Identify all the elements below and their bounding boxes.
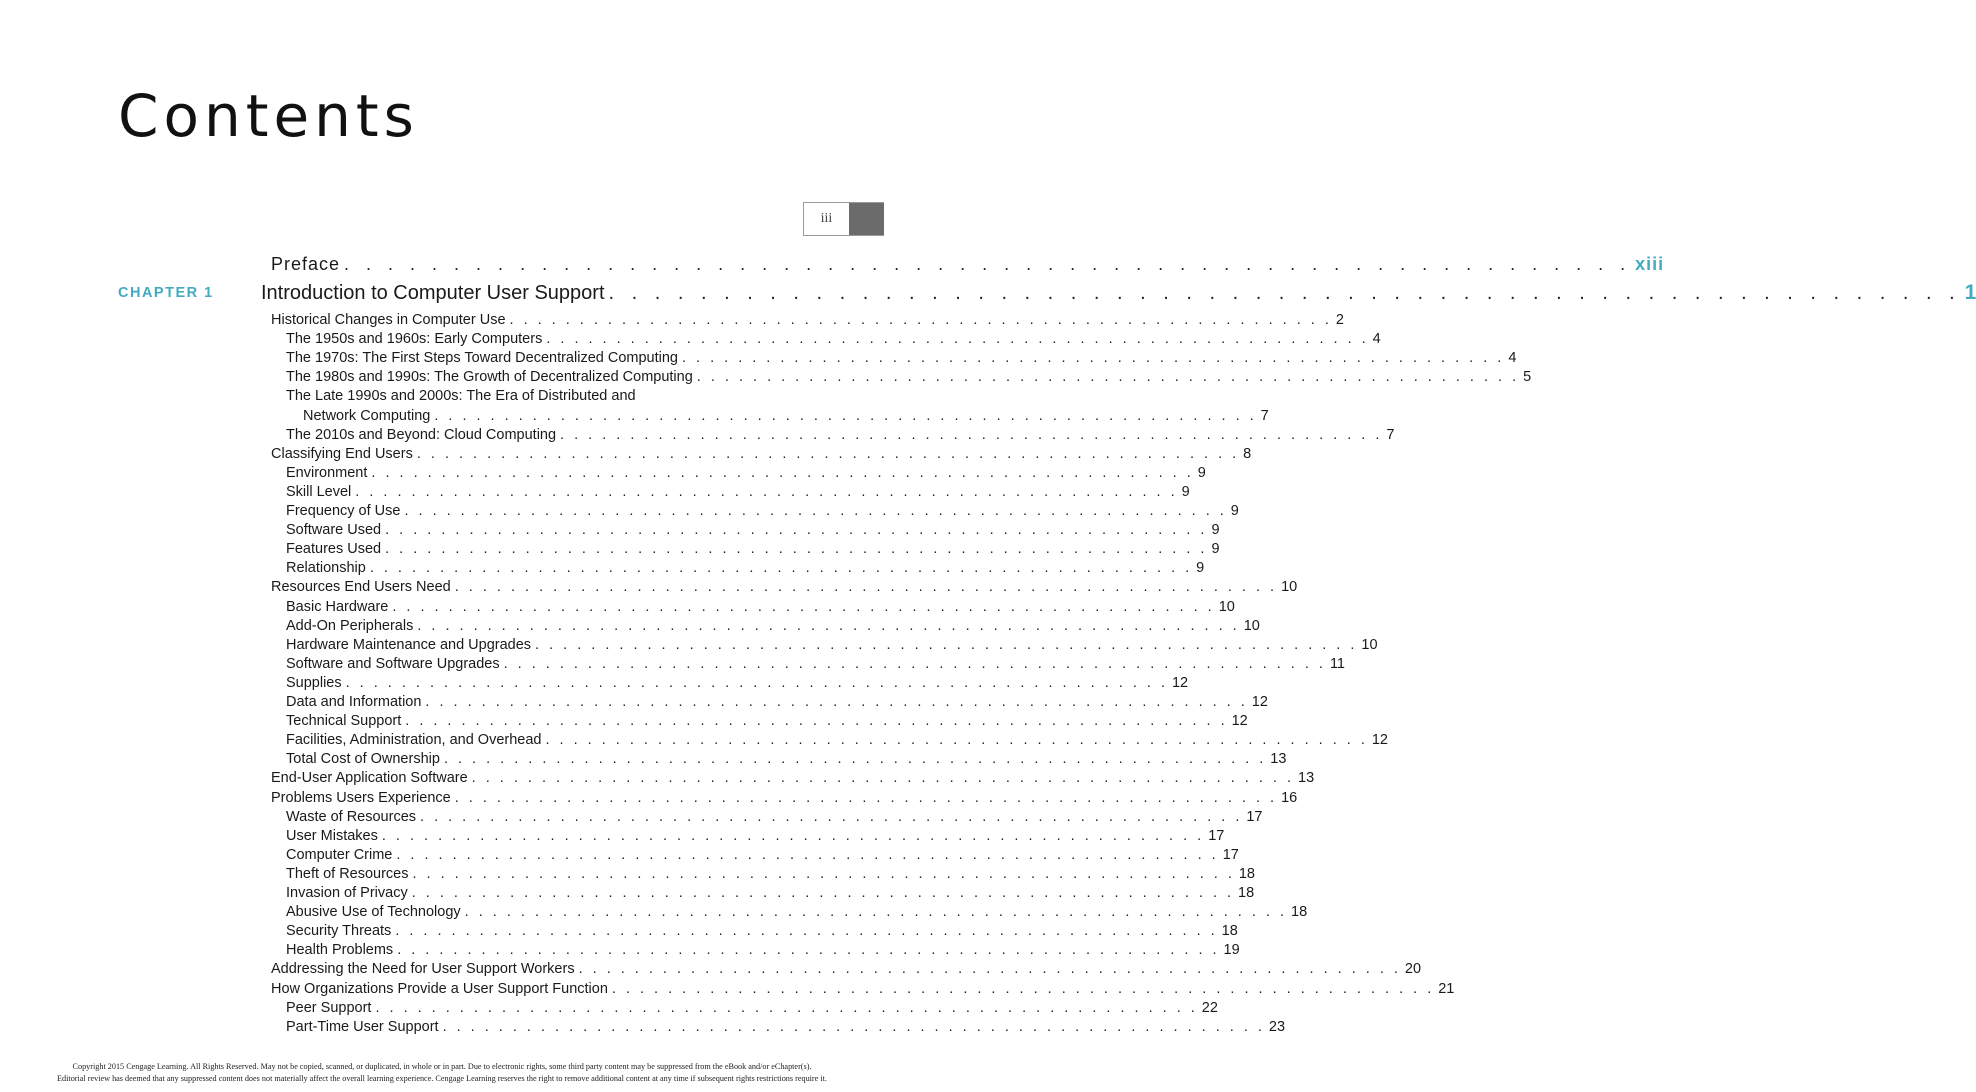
toc-entry[interactable] (0, 484, 1190, 503)
leader-dots: . . . . . . . . . . . . . . . . . . . . . . . . . . . . . . . . . . . . . . . . . . . . . . . . . . . . . . . . . . . (471, 770, 1294, 786)
preface-page: xiii (1635, 254, 1665, 274)
entry-page: 23 (1268, 1019, 1286, 1035)
entry-page: 9 (1197, 465, 1206, 481)
entry-title: Addressing the Need for User Support Workers (271, 961, 575, 977)
entry-title: Relationship (286, 560, 366, 576)
entry-title: The 2010s and Beyond: Cloud Computing (286, 427, 557, 443)
entry-title: How Organizations Provide a User Support Function (271, 981, 608, 997)
entry-page: 19 (1223, 942, 1240, 958)
entry-title: The 1980s and 1990s: The Growth of Decentralized Computing (286, 369, 693, 385)
entry-title: Computer Crime (286, 847, 393, 863)
leader-dots: . . . . . . . . . . . . . . . . . . . . . . . . . . . . . . . . . . . . . . . . . . . . . . . . . . . . . . . . . . . (546, 331, 1369, 347)
entry-page: 10 (1243, 618, 1260, 634)
entry-title: Facilities, Administration, and Overhead (286, 732, 542, 748)
toc-entry[interactable] (0, 713, 1248, 732)
entry-page: 18 (1221, 923, 1238, 939)
entry-page: 12 (1171, 675, 1189, 691)
entry-title: The Late 1990s and 2000s: The Era of Distributed and (286, 388, 636, 404)
toc-entry[interactable] (0, 331, 1381, 350)
leader-dots: . . . . . . . . . . . . . . . . . . . . . . . . . . . . . . . . . . . . . . . . . . . . . . . . . . . . . . . . . . . (464, 904, 1287, 920)
toc-entry[interactable] (0, 465, 1206, 484)
entry-title: Resources End Users Need (271, 579, 451, 595)
toc-entry[interactable] (0, 408, 1269, 427)
entry-page: 9 (1181, 484, 1190, 500)
leader-dots: . . . . . . . . . . . . . . . . . . . . . . . . . . . . . . . . . . . . . . . . . . . . . . . . . . . . . . . . . . . (344, 254, 1632, 274)
copyright-line-1: Copyright 2015 Cengage Learning. All Rights Reserved. May not be copied, scanned, or duplicated, in whole or in part. Due to electronic rights, some third party content may be suppressed from the eBook and/or eChapter(s). (72, 1062, 812, 1071)
leader-dots: . . . . . . . . . . . . . . . . . . . . . . . . . . . . . . . . . . . . . . . . . . . . . . . . . . . . . . . . . . . (509, 312, 1332, 328)
toc-entry[interactable] (0, 904, 1308, 923)
entry-title: Network Computing (303, 408, 431, 424)
leader-dots: . . . . . . . . . . . . . . . . . . . . . . . . . . . . . . . . . . . . . . . . . . . . . . . . . . . . . . . . . . . (371, 465, 1194, 481)
toc-entry[interactable] (0, 694, 1268, 713)
leader-dots: . . . . . . . . . . . . . . . . . . . . . . . . . . . . . . . . . . . . . . . . . . . . . . . . . . . . . . . . . . . (385, 541, 1208, 557)
toc-entry[interactable] (0, 637, 1378, 656)
entry-page: 22 (1201, 1000, 1218, 1016)
chapter-label: CHAPTER 1 (118, 285, 214, 301)
entry-title: User Mistakes (286, 828, 378, 844)
entry-page: 13 (1270, 751, 1287, 767)
entry-title: Basic Hardware (286, 599, 389, 615)
entry-page: 7 (1386, 427, 1395, 443)
entry-title: Peer Support (286, 1000, 372, 1016)
entry-page: 17 (1208, 828, 1225, 844)
leader-dots: . . . . . . . . . . . . . . . . . . . . . . . . . . . . . . . . . . . . . . . . . . . . . . . . . . . . . . . . . . . (345, 675, 1168, 691)
toc-entry[interactable] (0, 560, 1205, 579)
leader-dots: . . . . . . . . . . . . . . . . . . . . . . . . . . . . . . . . . . . . . . . . . . . . . . . . . . . . . . . . . . . (611, 981, 1435, 997)
entry-title: Skill Level (286, 484, 352, 500)
entry-title: Supplies (286, 675, 342, 691)
entry-page: 18 (1291, 904, 1308, 920)
leader-dots: . . . . . . . . . . . . . . . . . . . . . . . . . . . . . . . . . . . . . . . . . . . . . . . . . . . . . . . . . . . (681, 350, 1505, 366)
entry-title: The 1970s: The First Steps Toward Decentralized Computing (286, 350, 678, 366)
entry-title: Classifying End Users (271, 446, 413, 462)
toc-entry[interactable] (0, 522, 1220, 541)
entry-title: Software Used (286, 522, 382, 538)
tab-marker (849, 203, 884, 235)
entry-title: Hardware Maintenance and Upgrades (286, 637, 532, 653)
entry-page: 10 (1218, 599, 1235, 615)
leader-dots: . . . . . . . . . . . . . . . . . . . . . . . . . . . . . . . . . . . . . . . . . . . . . . . . . . . . . . . . . . . (545, 732, 1368, 748)
entry-page: 17 (1246, 809, 1263, 825)
entry-page: 9 (1230, 503, 1239, 519)
toc-entry[interactable] (0, 790, 1298, 809)
toc-entry[interactable] (0, 847, 1239, 866)
entry-title: Theft of Resources (286, 866, 409, 882)
toc-entry[interactable] (0, 732, 1388, 751)
entry-page: 10 (1281, 579, 1298, 595)
toc-chapter[interactable] (261, 281, 1976, 305)
entry-title: Health Problems (286, 942, 394, 958)
leader-dots: . . . . . . . . . . . . . . . . . . . . . . . . . . . . . . . . . . . . . . . . . . . . . . . . . . . . . . . . . . . (404, 503, 1227, 519)
toc-entry[interactable] (0, 446, 1252, 465)
leader-dots: . . . . . . . . . . . . . . . . . . . . . . . . . . . . . . . . . . . . . . . . . . . . . . . . . . . . . . . . . . . (385, 522, 1208, 538)
leader-dots: . . . . . . . . . . . . . . . . . . . . . . . . . . . . . . . . . . . . . . . . . . . . . . . . . . . . . . . . . . . (503, 656, 1326, 672)
toc-entry[interactable] (0, 350, 1517, 369)
leader-dots: . . . . . . . . . . . . . . . . . . . . . . . . . . . . . . . . . . . . . . . . . . . . . . . . . . . . . . . . . . . (397, 942, 1220, 958)
entry-page: 13 (1298, 770, 1315, 786)
page-number-tab (803, 202, 884, 236)
toc-entry[interactable] (0, 675, 1189, 694)
toc-entry-continued[interactable] (286, 388, 778, 407)
toc-entry[interactable] (0, 961, 1422, 980)
toc-entry[interactable] (0, 828, 1225, 847)
entry-title: Total Cost of Ownership (286, 751, 440, 767)
entry-page: 9 (1211, 522, 1220, 538)
toc-entry[interactable] (0, 1000, 1218, 1019)
entry-page: 11 (1329, 656, 1345, 672)
entry-title: Waste of Resources (286, 809, 417, 825)
leader-dots: . . . . . . . . . . . . . . . . . . . . . . . . . . . . . . . . . . . . . . . . . . . . . . . . . . . . . . . . . . . (381, 828, 1205, 844)
leader-dots: . . . . . . . . . . . . . . . . . . . . . . . . . . . . . . . . . . . . . . . . . . . . . . . . . . . . . . . . . . . (434, 408, 1257, 424)
entry-title: Abusive Use of Technology (286, 904, 461, 920)
leader-dots: . . . . . . . . . . . . . . . . . . . . . . . . . . . . . . . . . . . . . . . . . . . . . . . . . . . . . . . . . . . (375, 1000, 1198, 1016)
toc-entry[interactable] (0, 618, 1260, 637)
toc-preface[interactable] (271, 254, 1665, 275)
leader-dots: . . . . . . . . . . . . . . . . . . . . . . . . . . . . . . . . . . . . . . . . . . . . . . . . . . . . . . . . . . . (412, 866, 1235, 882)
page-number: iii (804, 203, 849, 235)
toc-entry[interactable] (0, 503, 1239, 522)
leader-dots: . . . . . . . . . . . . . . . . . . . . . . . . . . . . . . . . . . . . . . . . . . . . . . . . . . . . . . . . . . . (425, 694, 1248, 710)
entry-page: 12 (1251, 694, 1268, 710)
entry-title: Historical Changes in Computer Use (271, 312, 506, 328)
entry-page: 8 (1243, 446, 1252, 462)
leader-dots: . . . . . . . . . . . . . . . . . . . . . . . . . . . . . . . . . . . . . . . . . . . . . . . . . . . . . . . . . . . (454, 579, 1278, 595)
entry-page: 7 (1260, 408, 1269, 424)
toc-entry[interactable] (0, 942, 1240, 961)
leader-dots: . . . . . . . . . . . . . . . . . . . . . . . . . . . . . . . . . . . . . . . . . . . . . . . . . . . . . . . . . . . (578, 961, 1401, 977)
toc-entry[interactable] (0, 312, 1344, 331)
entry-page: 4 (1372, 331, 1381, 347)
leader-dots: . . . . . . . . . . . . . . . . . . . . . . . . . . . . . . . . . . . . . . . . . . . . . . . . . . . . . . . . . . . (696, 369, 1520, 385)
copyright-footer (0, 1061, 884, 1085)
toc-entry[interactable] (0, 579, 1298, 598)
entry-title: Features Used (286, 541, 382, 557)
toc-entry[interactable] (0, 885, 1255, 904)
entry-page: 18 (1238, 866, 1255, 882)
toc-entry[interactable] (0, 866, 1255, 885)
entry-page: 12 (1371, 732, 1388, 748)
toc-entry[interactable] (0, 770, 1315, 789)
chapter-title: Introduction to Computer User Support (261, 282, 605, 304)
page-title: Contents (118, 82, 419, 150)
entry-title: Problems Users Experience (271, 790, 451, 806)
toc-entry[interactable] (0, 599, 1235, 618)
leader-dots: . . . . . . . . . . . . . . . . . . . . . . . . . . . . . . . . . . . . . . . . . . . . . . . . . . . . . . . . . . . (416, 446, 1240, 462)
entry-title: The 1950s and 1960s: Early Computers (286, 331, 543, 347)
entry-page: 9 (1211, 541, 1220, 557)
leader-dots: . . . . . . . . . . . . . . . . . . . . . . . . . . . . . . . . . . . . . . . . . . . . . . . . . . . . . . . . . . . (355, 484, 1178, 500)
entry-title: Part-Time User Support (286, 1019, 439, 1035)
entry-page: 20 (1404, 961, 1422, 977)
leader-dots: . . . . . . . . . . . . . . . . . . . . . . . . . . . . . . . . . . . . . . . . . . . . . . . . . . . . . . . . . . . (411, 885, 1235, 901)
entry-page: 10 (1361, 637, 1378, 653)
entry-title: Software and Software Upgrades (286, 656, 500, 672)
toc-entry[interactable] (0, 981, 1455, 1000)
entry-title: Environment (286, 465, 368, 481)
leader-dots: . . . . . . . . . . . . . . . . . . . . . . . . . . . . . . . . . . . . . . . . . . . . . . . . . . . . . . . . . . . (405, 713, 1228, 729)
toc-entry[interactable] (0, 656, 1345, 675)
leader-dots: . . . . . . . . . . . . . . . . . . . . . . . . . . . . . . . . . . . . . . . . . . . . . . . . . . . . . . . . . . . (395, 923, 1218, 939)
leader-dots: . . . . . . . . . . . . . . . . . . . . . . . . . . . . . . . . . . . . . . . . . . . . . . . . . . . . . . . . . . . (442, 1019, 1265, 1035)
entry-title: Technical Support (286, 713, 402, 729)
toc-entry[interactable] (0, 369, 1532, 388)
leader-dots: . . . . . . . . . . . . . . . . . . . . . . . . . . . . . . . . . . . . . . . . . . . . . . . . . . . . . . . . . . . (420, 809, 1243, 825)
entry-page: 16 (1281, 790, 1298, 806)
leader-dots: . . . . . . . . . . . . . . . . . . . . . . . . . . . . . . . . . . . . . . . . . . . . . . . . . . . . . . . . . . . (608, 282, 1961, 304)
entry-page: 4 (1508, 350, 1517, 366)
entry-page: 17 (1222, 847, 1239, 863)
toc-entry[interactable] (0, 427, 1395, 446)
entry-page: 5 (1523, 369, 1532, 385)
leader-dots: . . . . . . . . . . . . . . . . . . . . . . . . . . . . . . . . . . . . . . . . . . . . . . . . . . . . . . . . . . . (396, 847, 1219, 863)
entry-title: Data and Information (286, 694, 422, 710)
leader-dots: . . . . . . . . . . . . . . . . . . . . . . . . . . . . . . . . . . . . . . . . . . . . . . . . . . . . . . . . . . . (454, 790, 1278, 806)
preface-title: Preface (271, 254, 341, 274)
entry-title: Invasion of Privacy (286, 885, 408, 901)
leader-dots: . . . . . . . . . . . . . . . . . . . . . . . . . . . . . . . . . . . . . . . . . . . . . . . . . . . . . . . . . . . (535, 637, 1358, 653)
leader-dots: . . . . . . . . . . . . . . . . . . . . . . . . . . . . . . . . . . . . . . . . . . . . . . . . . . . . . . . . . . . (392, 599, 1215, 615)
entry-page: 18 (1238, 885, 1255, 901)
toc-entry[interactable] (0, 541, 1220, 560)
toc-entry[interactable] (0, 809, 1263, 828)
entry-title: End-User Application Software (271, 770, 468, 786)
entry-page: 12 (1231, 713, 1248, 729)
toc-entry[interactable] (0, 923, 1238, 942)
leader-dots: . . . . . . . . . . . . . . . . . . . . . . . . . . . . . . . . . . . . . . . . . . . . . . . . . . . . . . . . . . . (560, 427, 1383, 443)
entry-title: Frequency of Use (286, 503, 401, 519)
entry-page: 2 (1335, 312, 1344, 328)
entry-page: 21 (1438, 981, 1455, 997)
leader-dots: . . . . . . . . . . . . . . . . . . . . . . . . . . . . . . . . . . . . . . . . . . . . . . . . . . . . . . . . . . . (443, 751, 1267, 767)
toc-entry[interactable] (0, 1019, 1286, 1038)
leader-dots: . . . . . . . . . . . . . . . . . . . . . . . . . . . . . . . . . . . . . . . . . . . . . . . . . . . . . . . . . . . (369, 560, 1193, 576)
entry-page: 9 (1196, 560, 1205, 576)
copyright-line-2: Editorial review has deemed that any suppressed content does not materially affect the overall learning experience. Cengage Learning reserves the right to remove additional content at any time if subsequent rights restrictions require it. (57, 1074, 827, 1083)
toc-entry[interactable] (0, 751, 1287, 770)
leader-dots: . . . . . . . . . . . . . . . . . . . . . . . . . . . . . . . . . . . . . . . . . . . . . . . . . . . . . . . . . . . (417, 618, 1240, 634)
entry-title: Security Threats (286, 923, 392, 939)
entry-title: Add-On Peripherals (286, 618, 414, 634)
chapter-page: 1 (1964, 281, 1976, 304)
